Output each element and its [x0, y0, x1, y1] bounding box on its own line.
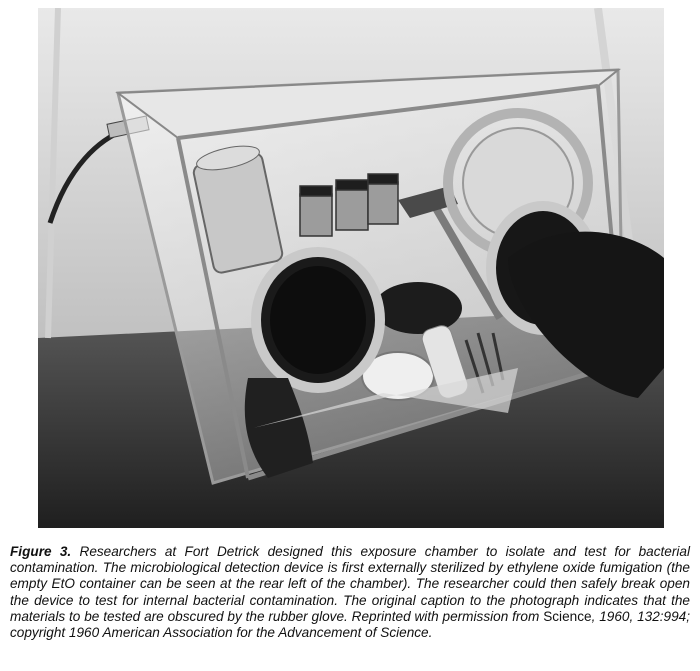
figure-photograph — [38, 8, 664, 528]
glove-box-photo-illustration — [38, 8, 664, 528]
caption-text: Researchers at Fort Detrick designed this exposure chamber to isolate and test for bacterial contamination. The microbiological detection device is first externally sterilized by ethylene oxide fumigation (the empty EtO container can be seen at the rear left of the chamber). The researcher could then safely break open the device to test for internal bacterial contamination. The original caption to the photograph indicates that the materials to be tested are obscured by the rubber glove. Reprinted with permission from — [10, 544, 690, 624]
journal-name: Science — [543, 608, 592, 624]
figure-caption — [10, 544, 690, 641]
caption-citation: , 1960, 132:994; copyright 1960 American Association for the Advancement of Science. — [10, 608, 691, 641]
figure-label: Figure 3. — [10, 544, 72, 559]
